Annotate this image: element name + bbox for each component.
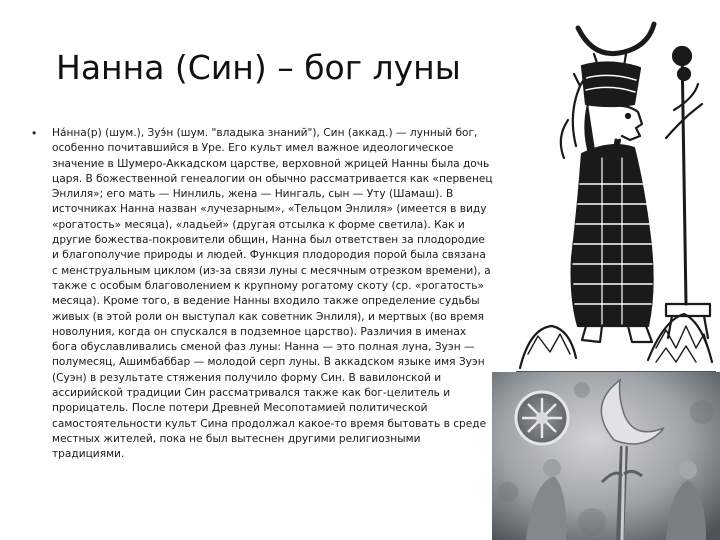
bullet-marker: • bbox=[32, 126, 37, 140]
moon-god-figure bbox=[516, 8, 716, 388]
cylinder-seal-image bbox=[492, 372, 720, 540]
slide-title: Нанна (Син) – бог луны bbox=[56, 48, 461, 87]
slide-body-text: На́нна(р) (шум.), Зуэ́н (шум. "владыка знаний"), Син (аккад.) — лунный бог, особенно почитавшийся в Уре. Его культ имел важное идеологическое значение в Шумеро-Аккадском царстве, верховной жрицей Нанны была дочь царя. В божественной генеалогии он обычно рассматривается как «первенец Энлиля»; его мать — Нинлиль, жена — Нингаль, сын — Уту (Шамаш). В источниках Нанна назван «лучезарным», «Тельцом Энлиля» (имеется в виду «рогатость» месяца), «ладьей» (другая отсылка к форме светила). Как и другие божества-покровители общин, Нанна был ответствен за плодородие и благополучие природы и людей. Функция плодородия порой была связана с менструальным циклом (из-за связи луны с месячным отрезком времени), а также с особым благоволением к крупному рогатому скоту (ср. «рогатость» месяца). Кроме того, в ведение Нанны входило также определение судьбы живых (в этой роли он выступал как советник Энлиля), и мертвых (во время новолуния, когда он спускался в подземное царство). Различия в именах бога обуславливались сменой фаз луны: Нанна — это полная луна, Зуэн — полумесяц, Ашимбаббар — молодой серп луны. В аккадском языке имя Зуэн (Суэн) в результате стяжения получило форму Син. В вавилонской и ассирийской традиции Син рассматривался также как бог-целитель и прорицатель. После потери Древней Месопотамией политической самостоятельности культ Сина продолжал какое-то время бытовать в среде местных жителей, пока не был вытеснен другими религиозными традициями. bbox=[52, 127, 493, 461]
